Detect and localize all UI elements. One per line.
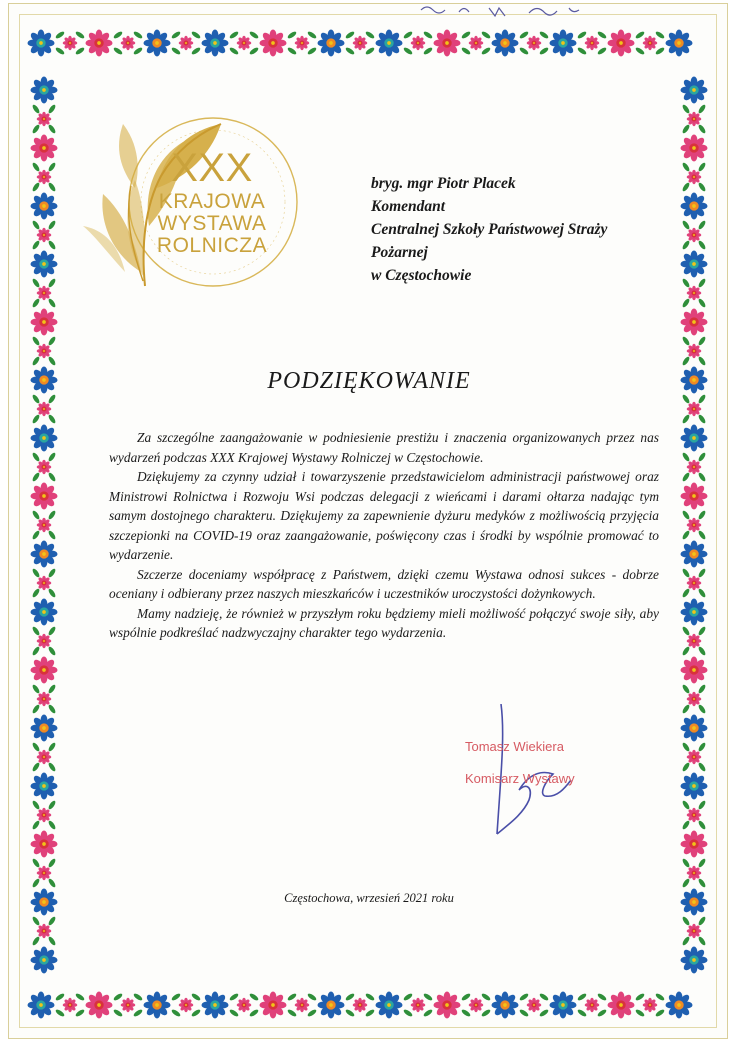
folk-flower-pattern-icon: [25, 18, 713, 68]
letter-body: [109, 428, 659, 643]
place-and-date: Częstochowa, wrzesień 2021 roku: [284, 891, 454, 905]
signatory-name: Tomasz Wiekiera: [465, 739, 564, 754]
recipient-city: w Częstochowie: [371, 267, 472, 284]
logo-line-1: KRAJOWA: [158, 190, 266, 213]
signatory-role: Komisarz Wystawy: [465, 771, 575, 786]
folk-border-top: [25, 18, 713, 68]
paragraph-4: Mamy nadzieję, że również w przyszłym roku będziemy mieli możliwość połączyć swoje siły, aby wspólnie podkreślać nadzwyczajny charakter tego wydarzenia.: [109, 605, 659, 640]
certificate-page: [8, 3, 728, 1039]
paragraph-1: Za szczególne zaangażowanie w podniesienie prestiżu i znaczenia organizowanych przez nas wydarzeń podczas XXX Krajowej Wystawy Rolniczej w Częstochowie.: [109, 430, 659, 465]
folk-flower-pattern-icon: [25, 980, 713, 1030]
paragraph-2: Dziękujemy za czynny udział i towarzyszenie przedstawicielom administracji państwowej oraz Ministrowi Rolnictwa i Rozwoju Wsi podczas delegacji z wieńcami i darami ołtarza nadając tym samym dostojnego charakteru. Dziękujemy za zapewnienie dyżuru medyków z możliwością przyjęcia szczepionki na COVID-19 oraz zaangażowanie, poświęcony czas i środki by wspólnie promować to wydarzenie.: [109, 469, 659, 562]
exhibition-logo: [65, 76, 305, 316]
recipient-name: bryg. mgr Piotr Placek: [371, 175, 516, 192]
folk-flower-pattern-icon: [23, 74, 65, 974]
recipient-position: Komendant: [371, 198, 446, 215]
logo-line-3: ROLNICZA: [156, 234, 268, 257]
logo-roman-numeral: XXX: [171, 146, 253, 190]
recipient-block: [371, 172, 681, 287]
recipient-institution-line2: Pożarnej: [371, 244, 428, 261]
paragraph-3: Szczerze doceniamy współpracę z Państwem, dzięki czemu Wystawa odnosi sukces - dobrze oceniany i odbierany przez naszych mieszkańców i uczestników uroczystości dożynkowych.: [109, 566, 659, 601]
recipient-institution-line1: Centralnej Szkoły Państwowej Straży: [371, 221, 608, 238]
folk-border-left: [23, 74, 65, 974]
folk-border-bottom: [25, 980, 713, 1030]
document-title: PODZIĘKOWANIE: [267, 368, 471, 394]
top-handwritten-note: [419, 4, 589, 18]
logo-line-2: WYSTAWA: [157, 212, 267, 235]
